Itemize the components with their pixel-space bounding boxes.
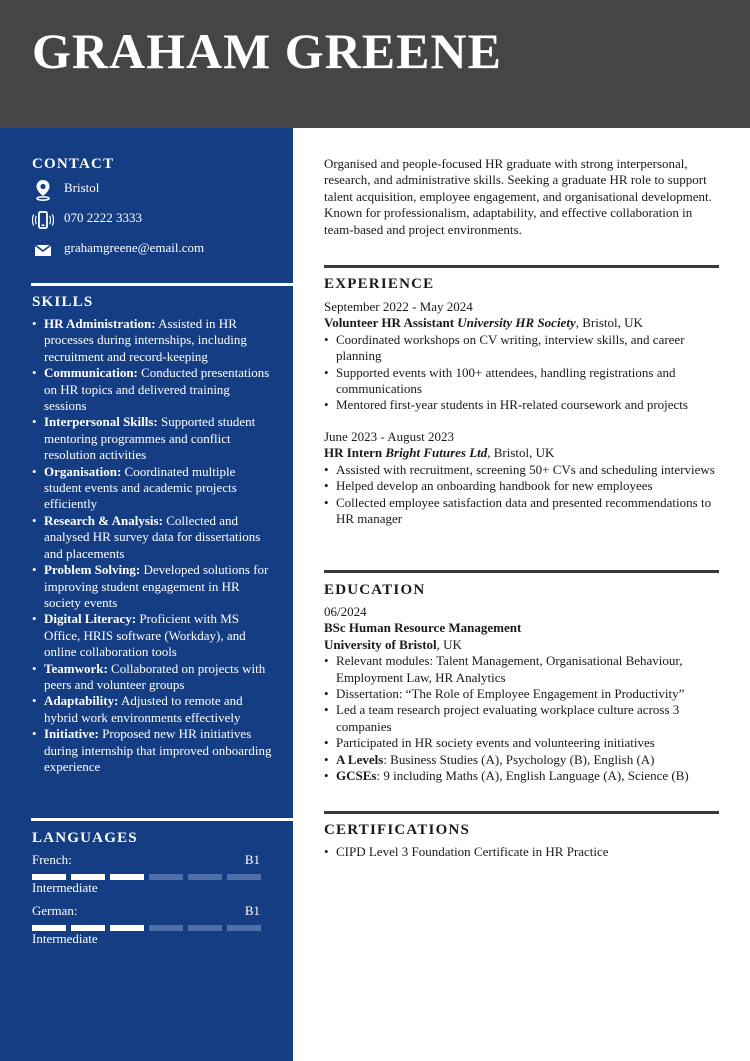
email-text[interactable]: grahamgreene@email.com xyxy=(64,240,205,255)
education-date: 06/2024 xyxy=(324,604,367,619)
list-item: • Organisation: Coordinated multiple student events and academic projects efficiently xyxy=(32,464,272,513)
education-title: EDUCATION xyxy=(324,582,426,598)
list-item: • Relevant modules: Talent Management, Organisational Behaviour, Employment Law, HR Analytics xyxy=(324,653,719,686)
list-item: • CIPD Level 3 Foundation Certificate in HR Practice xyxy=(324,844,719,860)
list-item: • HR Administration: Assisted in HR processes during internships, including recruitment and record-keeping xyxy=(32,316,272,365)
list-item: • A Levels: Business Studies (A), Psychology (B), English (A) xyxy=(324,752,719,768)
school-heading: University of Bristol, UK xyxy=(324,636,462,652)
list-item: • Led a team research project evaluating workplace culture across 3 companies xyxy=(324,702,719,735)
list-item: • Problem Solving: Developed solutions for improving student engagement in HR society events xyxy=(32,562,272,611)
job-heading: Volunteer HR Assistant University HR Society, Bristol, UK xyxy=(324,315,643,331)
contact-email xyxy=(32,239,205,261)
sidebar xyxy=(0,128,293,1061)
section-divider xyxy=(324,811,719,814)
list-item: • Dissertation: “The Role of Employee Engagement in Productivity” xyxy=(324,686,719,702)
list-item: • Supported events with 100+ attendees, handling registrations and communications xyxy=(324,365,719,398)
list-item: • Digital Literacy: Proficient with MS Office, HRIS software (Workday), and online collaboration tools xyxy=(32,611,272,660)
contact-phone xyxy=(32,209,142,231)
language-code: B1 xyxy=(244,903,260,918)
languages-title: LANGUAGES xyxy=(32,830,138,846)
contact-location xyxy=(32,179,100,201)
list-item: • Research & Analysis: Collected and analysed HR survey data for dissertations and placements xyxy=(32,513,272,562)
list-item: • Collected employee satisfaction data and presented recommendations to HR manager xyxy=(324,495,719,528)
list-item: • Initiative: Proposed new HR initiatives during internship that improved onboarding experience xyxy=(32,726,272,775)
job-dates: September 2022 - May 2024 xyxy=(324,299,473,314)
list-item: • Coordinated workshops on CV writing, interview skills, and career planning xyxy=(324,332,719,365)
section-divider xyxy=(324,265,719,268)
job-entry xyxy=(324,299,719,414)
list-item: • Participated in HR society events and volunteering initiatives xyxy=(324,735,719,751)
location-text: Bristol xyxy=(64,180,100,195)
candidate-name: GRAHAM GREENE xyxy=(32,23,502,79)
certifications-title: CERTIFICATIONS xyxy=(324,822,471,838)
phone-icon xyxy=(32,209,54,231)
job-entry xyxy=(324,429,719,527)
job-dates: June 2023 - August 2023 xyxy=(324,429,454,444)
list-item: • Communication: Conducted presentations on HR topics and delivered training sessions xyxy=(32,365,272,414)
language-name: German: xyxy=(32,903,78,918)
location-pin-icon xyxy=(32,179,54,201)
envelope-icon xyxy=(32,239,54,261)
phone-text: 070 2222 3333 xyxy=(64,210,142,225)
language-code: B1 xyxy=(244,852,260,867)
list-item: • Interpersonal Skills: Supported student mentoring programmes and conflict resolution activities xyxy=(32,414,272,463)
list-item: • Mentored first-year students in HR-related coursework and projects xyxy=(324,397,719,413)
job-heading: HR Intern Bright Futures Ltd, Bristol, UK xyxy=(324,445,555,461)
skills-title: SKILLS xyxy=(32,294,94,310)
experience-title: EXPERIENCE xyxy=(324,276,435,292)
sidebar-divider xyxy=(31,818,293,821)
list-item: • Assisted with recruitment, screening 50+ CVs and scheduling interviews xyxy=(324,462,719,478)
language-name: French: xyxy=(32,852,72,867)
language-level: Intermediate xyxy=(32,880,98,895)
contact-title: CONTACT xyxy=(32,156,115,172)
language-level: Intermediate xyxy=(32,931,98,946)
list-item: • GCSEs: 9 including Maths (A), English Language (A), Science (B) xyxy=(324,768,719,784)
list-item: • Helped develop an onboarding handbook for new employees xyxy=(324,478,719,494)
skills-list xyxy=(32,316,272,775)
section-divider xyxy=(324,570,719,573)
education-entry xyxy=(324,604,719,784)
list-item: • Adaptability: Adjusted to remote and hybrid work environments effectively xyxy=(32,693,272,726)
header-banner xyxy=(0,0,750,128)
list-item: • Teamwork: Collaborated on projects with peers and volunteer groups xyxy=(32,661,272,694)
degree-name: BSc Human Resource Management xyxy=(324,620,522,636)
certifications-list xyxy=(324,844,719,860)
sidebar-divider xyxy=(31,283,293,286)
profile-summary: Organised and people-focused HR graduate with strong interpersonal, research, and administrative skills. Seeking a graduate HR role to support talent acquisition, employee engagement, and organisational development. Known for professionalism, adaptability, and effective collaboration in team-based and project environments. xyxy=(324,156,712,237)
